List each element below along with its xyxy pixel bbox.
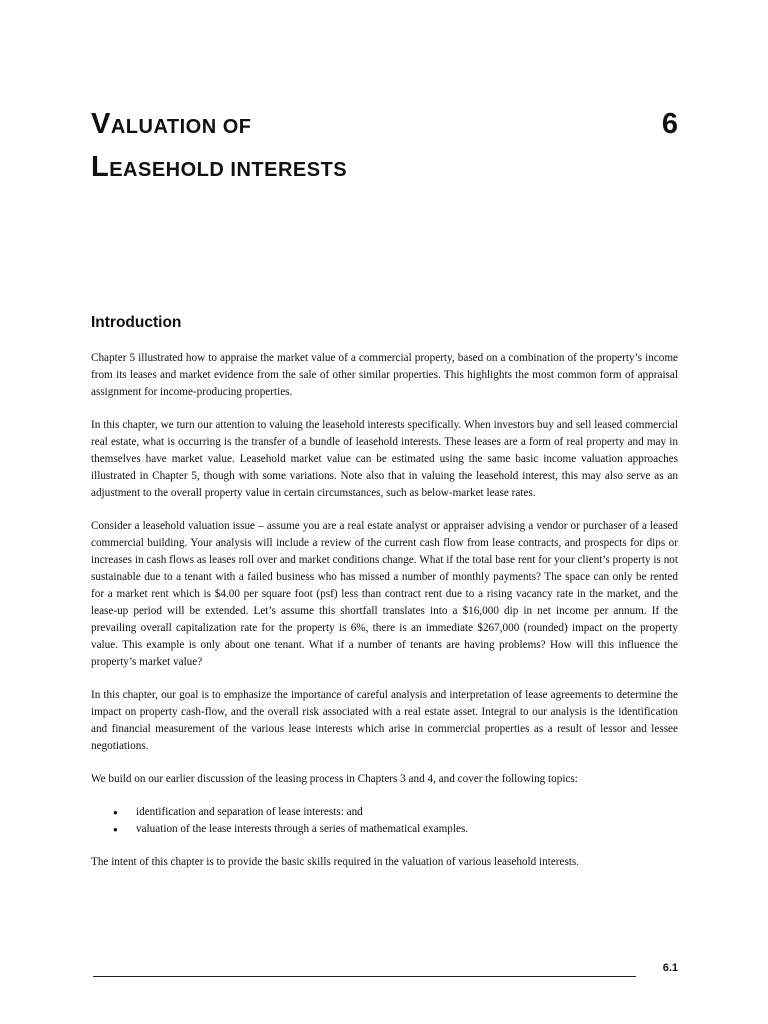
page-number: 6.1	[662, 962, 678, 974]
chapter-title	[91, 104, 611, 190]
section-heading: Introduction	[91, 314, 182, 331]
topics-list	[91, 804, 678, 838]
paragraph: We build on our earlier discussion of the leasing process in Chapters 3 and 4, and cover the following topics:	[91, 773, 578, 785]
footer-divider	[93, 976, 636, 977]
list-item: ● valuation of the lease interests through a series of mathematical examples.	[136, 821, 678, 838]
paragraph: Chapter 5 illustrated how to appraise the market value of a commercial property, based on a combination of the property’s income from its leases and market evidence from the sale of other similar properties. This highlights the most common form of appraisal assignment for income-producing properties.	[91, 352, 678, 398]
chapter-title-line-2: LEASEHOLD INTERESTS	[91, 151, 348, 183]
paragraph: In this chapter, our goal is to emphasize the importance of careful analysis and interpretation of lease agreements to determine the impact on property cash-flow, and the overall risk associated with a real estate asset. Integral to our analysis is the identification and financial measurement of the various lease interests which arise in commercial properties as a result of lessor and lessee negotiations.	[91, 689, 678, 752]
list-item: ● identification and separation of lease interests: and	[136, 804, 678, 821]
paragraph: In this chapter, we turn our attention to valuing the leasehold interests specifically. When investors buy and sell leased commercial real estate, what is occurring is the transfer of a bundle of leasehold interests. These leases are a form of real property and may in themselves have market value. Leasehold market value can be estimated using the same basic income valuation approaches illustrated in Chapter 5, though with some variations. Note also that in valuing the leasehold interest, this may also serve as an adjustment to the overall property value in certain circumstances, such as below-market lease rates.	[91, 419, 678, 499]
closing-paragraph: The intent of this chapter is to provide the basic skills required in the valuation of various leasehold interests.	[91, 856, 580, 868]
chapter-title-line-1: VALUATION OF	[91, 108, 252, 140]
body-text	[91, 350, 678, 887]
chapter-number: 6	[661, 108, 678, 140]
paragraph: Consider a leasehold valuation issue – assume you are a real estate analyst or appraiser advising a vendor or purchaser of a leased commercial building. Your analysis will include a review of the current cash flow from lease contracts, and prospects for dips or increases in cash flows as leases roll over and market conditions change. What if the total base rent for your client’s property is not sustainable due to a tenant with a failed business who has missed a number of monthly payments? The space can only be rented for a market rent which is $4.00 per square foot (psf) less than contract rent due to a rising vacancy rate in the market, and the lease-up period will be extended. Let’s assume this shortfall translates into a $16,000 dip in net income per annum. If the prevailing overall capitalization rate for the property is 6%, there is an immediate $267,000 (rounded) impact on the property value. This example is only about one tenant. What if a number of tenants are having problems? How will this influence the property’s market value?	[91, 520, 678, 668]
